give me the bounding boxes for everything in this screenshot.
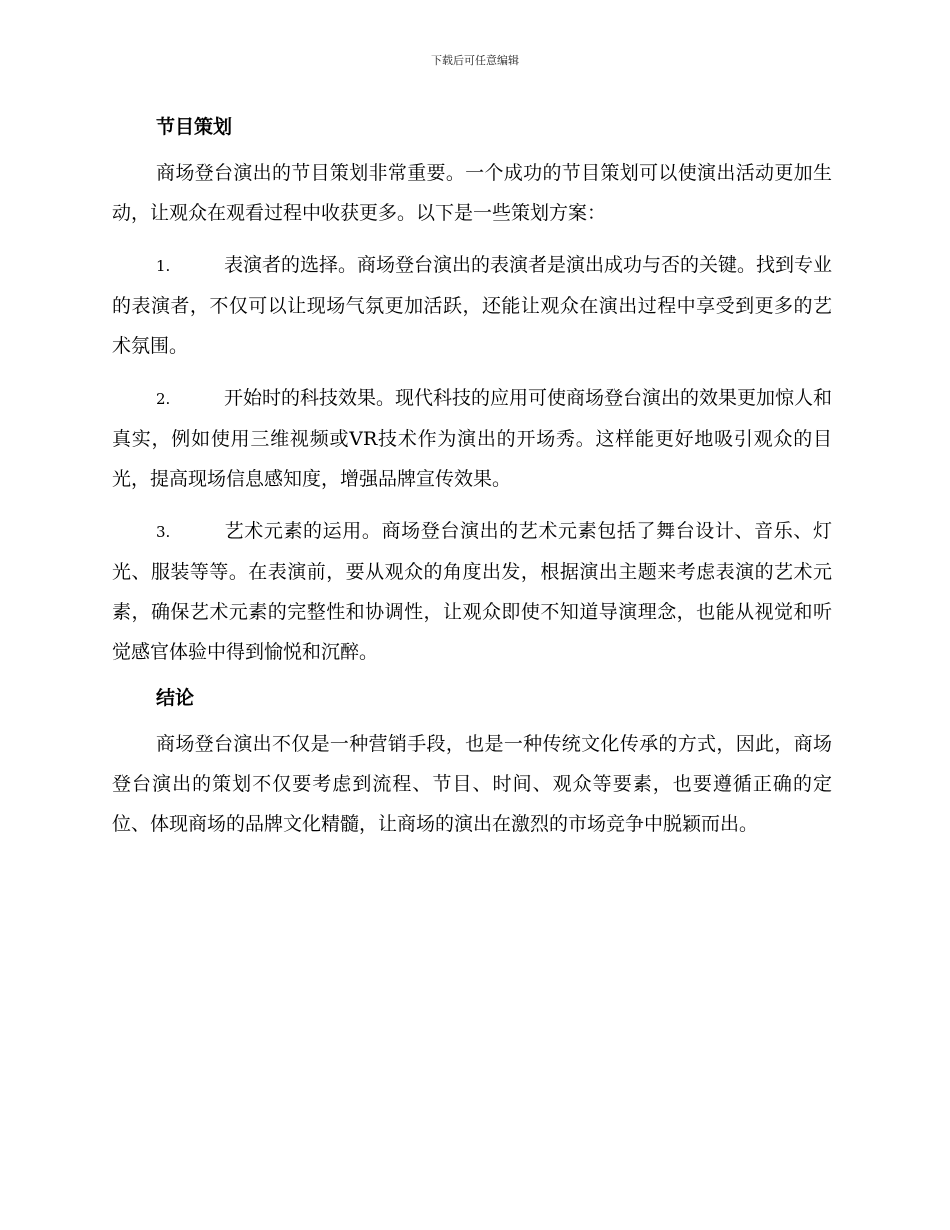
conclusion-paragraph: 商场登台演出不仅是一种营销手段，也是一种传统文化传承的方式，因此，商场登台演出的策划不仅要考虑到流程、节目、时间、观众等要素，也要遵循正确的定位、体现商场的品牌文化精髓，让商场的演出在激烈的市场竞争中脱颖而出。 [112, 733, 832, 835]
list-item [112, 378, 832, 499]
list-item-number: 2. [156, 390, 171, 408]
list-item [112, 245, 832, 366]
document-body [112, 113, 832, 856]
program-intro-paragraph: 商场登台演出的节目策划非常重要。一个成功的节目策划可以使演出活动更加生动，让观众在观看过程中收获更多。以下是一些策划方案： [112, 162, 832, 224]
list-item-text: 开始时的科技效果。现代科技的应用可使商场登台演出的效果更加惊人和真实，例如使用三维视频或VR技术作为演出的开场秀。这样能更好地吸引观众的目光，提高现场信息感知度，增强品牌宣传效果。 [112, 387, 833, 490]
page-header: 下载后可任意编辑 [431, 54, 519, 67]
list-item-number: 1. [156, 257, 171, 275]
section-heading-program: 节目策划 [156, 116, 233, 138]
section-heading-conclusion: 结论 [156, 687, 195, 709]
list-item-text: 艺术元素的运用。商场登台演出的艺术元素包括了舞台设计、音乐、灯光、服装等等。在表演前，要从观众的角度出发，根据演出主题来考虑表演的艺术元素，确保艺术元素的完整性和协调性，让观众即使不知道导演理念，也能从视觉和听觉感官体验中得到愉悦和沉醉。 [112, 520, 832, 663]
list-item [112, 511, 832, 672]
list-item-text: 表演者的选择。商场登台演出的表演者是演出成功与否的关键。找到专业的表演者，不仅可以让现场气氛更加活跃，还能让观众在演出过程中享受到更多的艺术氛围。 [112, 254, 833, 357]
list-item-number: 3. [156, 523, 171, 541]
